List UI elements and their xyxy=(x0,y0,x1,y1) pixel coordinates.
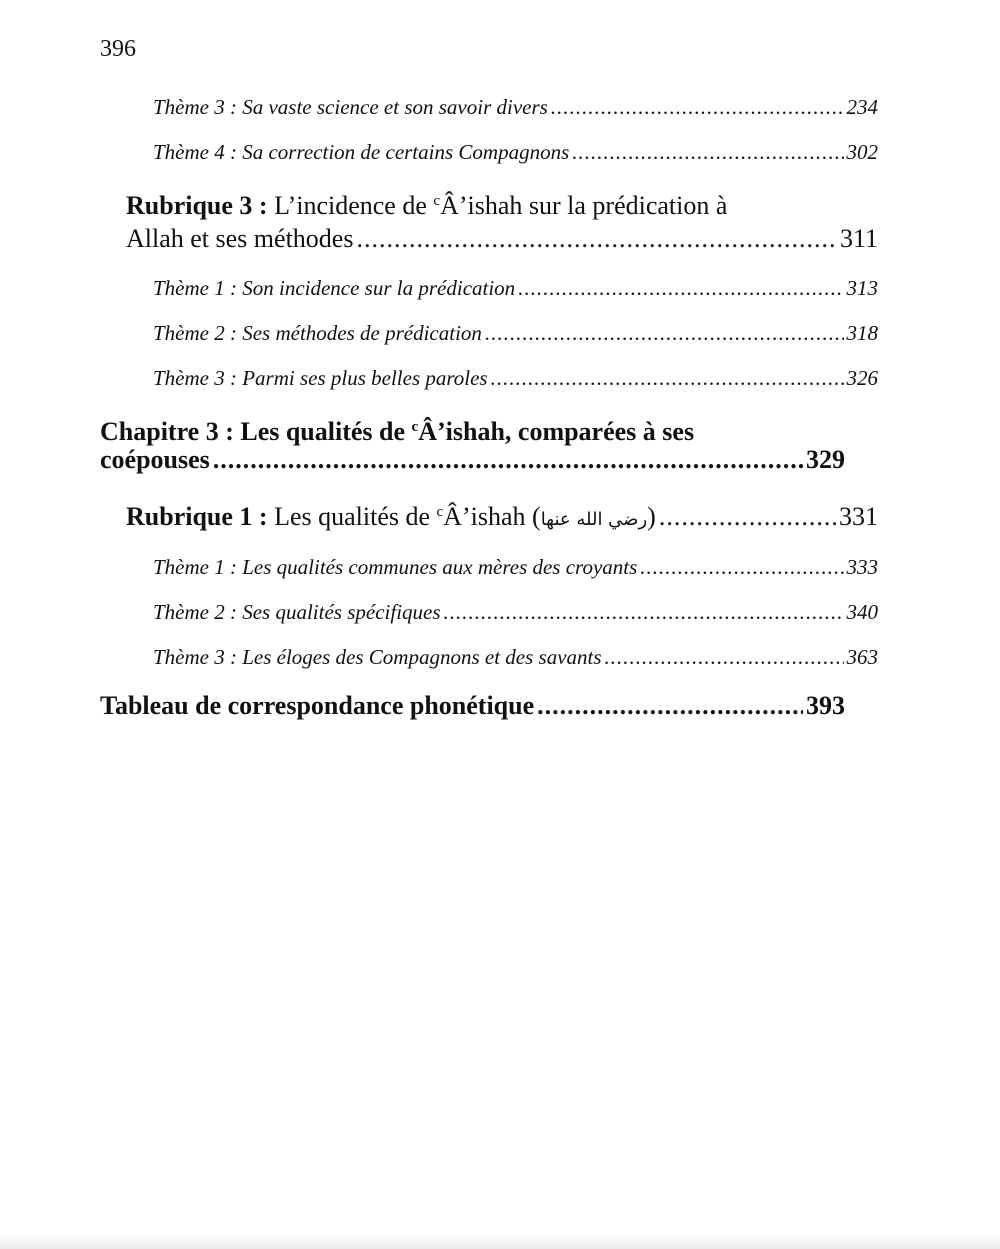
toc-entry-theme-eloges[interactable] xyxy=(153,643,878,671)
toc-entry-label: Thème 4 : Sa correction de certains Compagnons xyxy=(153,140,570,164)
toc-entry-label: Allah et ses méthodes xyxy=(126,224,354,253)
page-bottom-shadow xyxy=(0,1235,1000,1249)
dot-leader xyxy=(605,643,844,671)
toc-entry-theme-vaste-science[interactable] xyxy=(153,93,878,121)
dot-leader xyxy=(485,319,844,347)
toc-entry-theme-qualites-specifiques[interactable] xyxy=(153,598,878,626)
dot-leader xyxy=(572,138,843,166)
dot-leader xyxy=(659,500,836,534)
dot-leader xyxy=(356,222,837,256)
ayn-mark: c xyxy=(436,504,444,520)
toc-entry-text: Chapitre 3 : Les qualités de xyxy=(100,417,412,446)
toc-entry-label: Thème 3 : Les éloges des Compagnons et des savants xyxy=(153,645,602,669)
toc-page-number: 302 xyxy=(846,140,878,164)
toc-entry-text: ) xyxy=(647,502,656,531)
toc-page-number: 234 xyxy=(846,95,878,119)
toc-page-number: 333 xyxy=(846,555,878,579)
toc-entry-rubrique-1[interactable] xyxy=(126,495,878,537)
toc-entry-theme-methodes[interactable] xyxy=(153,319,878,347)
dot-leader xyxy=(444,598,844,626)
toc-entry-label: Thème 3 : Parmi ses plus belles paroles xyxy=(153,366,488,390)
toc-page-number: 311 xyxy=(839,224,878,253)
dot-leader xyxy=(491,364,844,392)
toc-entry-theme-correction[interactable] xyxy=(153,138,878,166)
toc-entry-text: Les qualités de xyxy=(267,502,437,531)
toc-entry-theme-incidence[interactable] xyxy=(153,274,878,302)
toc-entry-rubrique-3-line2[interactable] xyxy=(126,222,878,256)
toc-page-number: 393 xyxy=(806,691,845,720)
page-number: 396 xyxy=(100,36,136,62)
toc-page-number: 329 xyxy=(806,445,845,474)
dot-leader xyxy=(640,553,843,581)
rubrique-label: Rubrique 1 : xyxy=(126,502,268,531)
toc-entry-label: Thème 2 : Ses qualités spécifiques xyxy=(153,600,441,624)
toc-entry-theme-qualites-communes[interactable] xyxy=(153,553,878,581)
dot-leader xyxy=(213,443,803,477)
toc-entry-text: Â’ishah sur la prédication à xyxy=(440,191,728,220)
rubrique-label: Rubrique 3 : xyxy=(126,191,268,220)
dot-leader xyxy=(551,93,844,121)
toc-entry-theme-paroles[interactable] xyxy=(153,364,878,392)
ayn-mark: c xyxy=(433,193,441,209)
toc-page-number: 331 xyxy=(839,502,878,531)
toc-page-number: 318 xyxy=(846,321,878,345)
dot-leader xyxy=(537,689,803,723)
arabic-honorific: رضي الله عنها xyxy=(540,509,648,530)
toc-entry-rubrique-3-line1[interactable] xyxy=(126,184,878,223)
toc-entry-label: Tableau de correspondance phonétique xyxy=(100,691,535,720)
ayn-mark: c xyxy=(411,419,419,435)
toc-entry-label: Thème 2 : Ses méthodes de prédication xyxy=(153,321,482,345)
toc-entry-tableau-phonetique[interactable] xyxy=(100,689,845,723)
toc-entry-label xyxy=(126,495,656,537)
toc-entry-label: Thème 3 : Sa vaste science et son savoir divers xyxy=(153,95,548,119)
toc-entry-label: Thème 1 : Son incidence sur la prédication xyxy=(153,276,516,300)
toc-page-number: 363 xyxy=(846,645,878,669)
toc-page-number: 340 xyxy=(846,600,878,624)
dot-leader xyxy=(518,274,843,302)
toc-entry-label: Thème 1 : Les qualités communes aux mères des croyants xyxy=(153,555,638,579)
toc-entry-text: Â’ishah ( xyxy=(443,502,541,531)
toc-entry-text: L’incidence de xyxy=(267,191,434,220)
toc-entry-label: coépouses xyxy=(100,445,210,474)
toc-entry-text: Â’ishah, comparées à ses xyxy=(418,417,695,446)
toc-entry-chapitre-3-line2[interactable] xyxy=(100,443,845,477)
toc-page-number: 326 xyxy=(846,366,878,390)
toc-page-number: 313 xyxy=(846,276,878,300)
